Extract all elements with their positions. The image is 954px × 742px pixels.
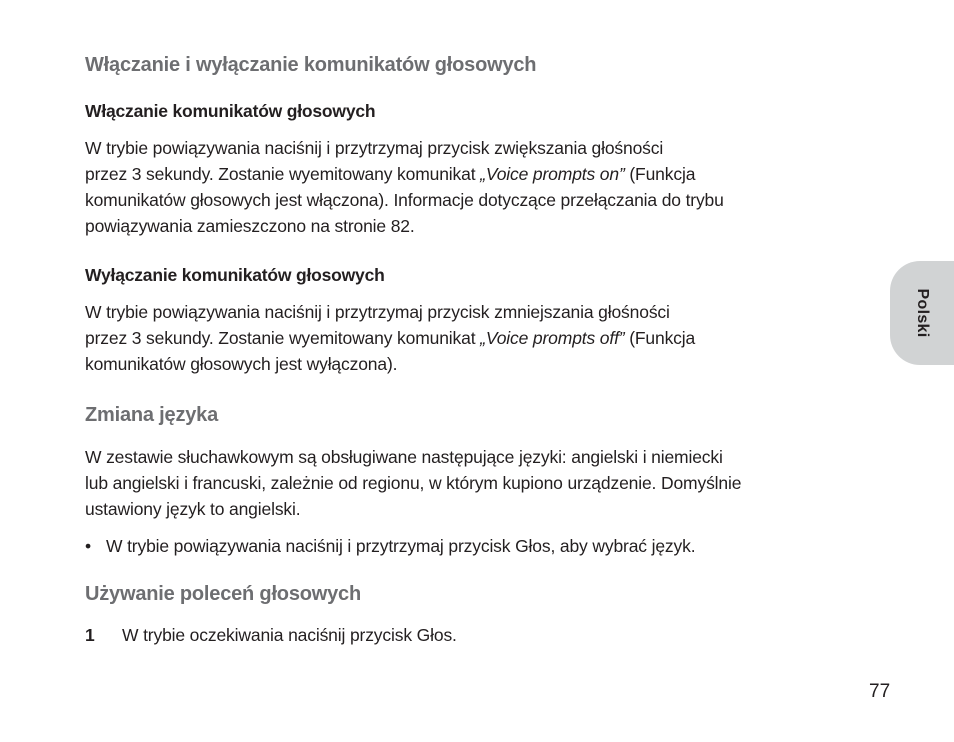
text-line: W trybie powiązywania naciśnij i przytrzymaj przycisk zmniejszania głośności [85,302,670,322]
paragraph-voice-prompts-off [85,299,875,377]
text-line: lub angielski i francuski, zależnie od regionu, w którym kupiono urządzenie. Domyślnie [85,473,742,493]
language-side-tab [890,261,954,365]
text-line: powiązywania zamieszczono na stronie 82. [85,216,415,236]
step-text: W trybie oczekiwania naciśnij przycisk Głos. [122,625,457,645]
paragraph-voice-prompts-on [85,135,875,239]
voice-prompt-quote: „Voice prompts off” [480,328,625,348]
section-title: Włączanie i wyłączanie komunikatów głosowych [85,54,537,76]
voice-prompt-quote: „Voice prompts on” [480,164,625,184]
side-tab-label: Polski [914,288,931,338]
page-number: 77 [869,681,891,702]
bullet-text: W trybie powiązywania naciśnij i przytrzymaj przycisk Głos, aby wybrać język. [106,536,696,556]
bullet-mark: • [85,536,91,556]
subsection-title-voice-prompts-on: Włączanie komunikatów głosowych [85,101,376,121]
paragraph-languages [85,444,875,522]
text-line: przez 3 sekundy. Zostanie wyemitowany komunikat „Voice prompts on” (Funkcja [85,164,696,184]
voice-commands-section-title: Używanie poleceń głosowych [85,583,361,605]
text-line: W zestawie słuchawkowym są obsługiwane następujące języki: angielski i niemiecki [85,447,723,467]
text-line: komunikatów głosowych jest wyłączona). [85,354,398,374]
language-section-title: Zmiana języka [85,404,219,426]
text-line: W trybie powiązywania naciśnij i przytrzymaj przycisk zwiększania głośności [85,138,664,158]
text-line: przez 3 sekundy. Zostanie wyemitowany komunikat „Voice prompts off” (Funkcja [85,328,696,348]
subsection-title-voice-prompts-off: Wyłączanie komunikatów głosowych [85,265,385,285]
step-number: 1 [85,625,95,645]
text-line: ustawiony język to angielski. [85,499,301,519]
text-line: komunikatów głosowych jest włączona). Informacje dotyczące przełączania do trybu [85,190,724,210]
